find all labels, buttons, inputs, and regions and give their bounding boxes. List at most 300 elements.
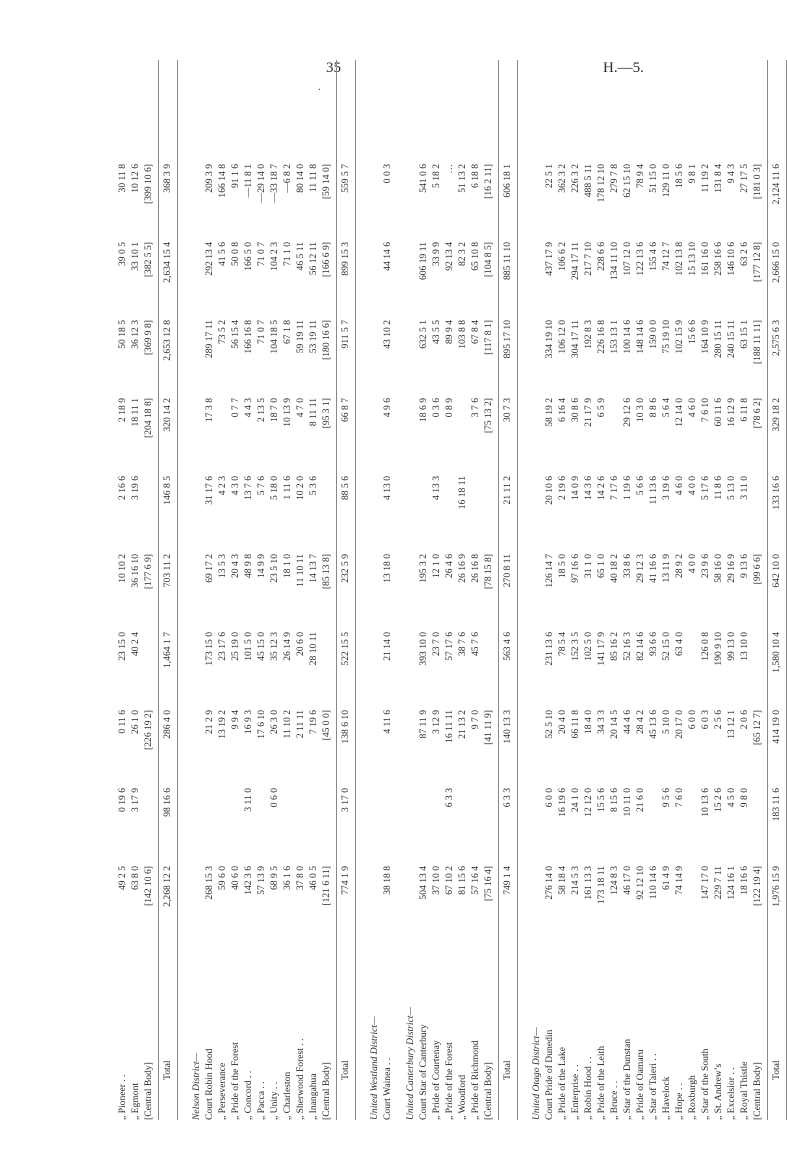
table-cell: [399 10 6] bbox=[143, 164, 154, 204]
table-cell: 289 17 11 bbox=[204, 320, 215, 359]
table-cell: [95 3 1] bbox=[321, 398, 332, 429]
table-row bbox=[229, 60, 242, 1120]
row-label: „ Pride of the Leith bbox=[596, 1045, 607, 1120]
table-cell: 0 8 9 bbox=[444, 398, 455, 418]
table-cell: 15 5 6 bbox=[596, 788, 607, 812]
row-label: Court Robin Hood bbox=[204, 1048, 215, 1120]
table-cell: 134 11 10 bbox=[609, 242, 620, 281]
table-cell: 100 14 6 bbox=[622, 320, 633, 354]
table-cell: 5 6 6 bbox=[635, 476, 646, 496]
table-cell: 102 13 8 bbox=[674, 242, 685, 276]
table-cell: 14 9 9 bbox=[256, 554, 267, 578]
table-cell: 155 4 6 bbox=[648, 242, 659, 271]
table-cell: 45 7 6 bbox=[470, 632, 481, 656]
table-cell: 0 19 6 bbox=[117, 788, 128, 812]
table-cell: 82 14 6 bbox=[635, 632, 646, 661]
table-cell: 161 16 0 bbox=[700, 242, 711, 276]
row-label: „ Pride of Richmond bbox=[470, 1040, 481, 1120]
table-cell: 9 4 3 bbox=[726, 164, 737, 184]
table-cell: 30 8 6 bbox=[570, 398, 581, 422]
table-cell: 51 15 0 bbox=[648, 164, 659, 193]
table-cell: 240 15 11 bbox=[726, 320, 737, 359]
row-label: „ Pride of the Forest bbox=[444, 1042, 455, 1120]
divider bbox=[498, 60, 499, 1120]
table-cell: 0 3 6 bbox=[431, 398, 442, 418]
table-cell: 52 16 3 bbox=[622, 632, 633, 661]
table-cell: 30 7 3 bbox=[502, 398, 513, 422]
table-cell: 749 1 4 bbox=[502, 866, 513, 895]
table-cell: 6 3 3 bbox=[502, 788, 513, 808]
table-row bbox=[469, 60, 482, 1120]
table-cell: 63 8 0 bbox=[130, 866, 141, 890]
table-cell: 4 4 3 bbox=[243, 398, 254, 418]
table-cell: [142 10 6] bbox=[143, 866, 154, 906]
row-label: [Central Body] bbox=[752, 1062, 763, 1120]
table-row bbox=[430, 60, 443, 1120]
row-label: Nelson District— bbox=[191, 1053, 202, 1120]
table-cell: [75 13 2] bbox=[483, 398, 494, 434]
table-cell: [85 13 8] bbox=[321, 554, 332, 590]
row-label: „ Hope . . bbox=[674, 1082, 685, 1120]
table-cell: 5 17 6 bbox=[700, 476, 711, 500]
row-label: „ St. Andrew’s bbox=[713, 1063, 724, 1120]
table-cell: 6 0 0 bbox=[687, 710, 698, 730]
table-cell: 4 11 6 bbox=[382, 710, 393, 734]
table-cell: 6 11 8 bbox=[739, 398, 750, 422]
table-cell: 3 11 0 bbox=[243, 788, 254, 812]
divider bbox=[517, 60, 518, 1120]
table-cell: 50 0 8 bbox=[230, 242, 241, 266]
table-cell: 885 11 10 bbox=[502, 242, 513, 281]
row-label: „ Pioneer . . bbox=[117, 1074, 128, 1120]
divider bbox=[336, 60, 337, 1120]
table-cell: 15 6 6 bbox=[687, 320, 698, 344]
table-cell: 304 17 11 bbox=[570, 320, 581, 359]
row-label: „ Enterprise . . bbox=[570, 1064, 581, 1120]
table-cell: 437 17 9 bbox=[544, 242, 555, 276]
table-cell: 65 1 0 bbox=[596, 554, 607, 578]
row-label: „ Royal Thistle bbox=[739, 1061, 750, 1120]
table-cell: 23 5 10 bbox=[269, 554, 280, 583]
divider bbox=[177, 60, 178, 1120]
table-cell: 7 6 10 bbox=[700, 398, 711, 422]
table-cell: 4 0 0 bbox=[687, 476, 698, 496]
table-cell: 23 7 0 bbox=[431, 632, 442, 656]
table-cell: 10 13 9 bbox=[282, 398, 293, 427]
table-cell: 85 16 2 bbox=[609, 632, 620, 661]
table-cell: 92 13 4 bbox=[444, 242, 455, 271]
table-cell: 45 15 0 bbox=[256, 632, 267, 661]
table-cell: 26 14 9 bbox=[282, 632, 293, 661]
table-cell: 6 0 3 bbox=[700, 710, 711, 730]
total-row bbox=[501, 60, 514, 1120]
table-cell: [59 14 0] bbox=[321, 164, 332, 200]
table-cell: 124 16 1 bbox=[726, 866, 737, 900]
row-label: „ Perseverance bbox=[217, 1062, 228, 1120]
table-cell: 46 0 5 bbox=[308, 866, 319, 890]
table-cell: 5 18 2 bbox=[431, 164, 442, 188]
section-heading bbox=[190, 60, 203, 1120]
table-row bbox=[543, 60, 556, 1120]
table-row bbox=[608, 60, 621, 1120]
table-cell: 5 6 4 bbox=[661, 398, 672, 418]
table-cell: 59 19 11 bbox=[295, 320, 306, 354]
table-cell: 103 8 8 bbox=[457, 320, 468, 349]
table-cell: 107 12 0 bbox=[622, 242, 633, 276]
table-cell: 82 3 2 bbox=[457, 242, 468, 266]
table-cell: 21 14 0 bbox=[382, 632, 393, 661]
table-cell: 36 16 10 bbox=[130, 554, 141, 588]
table-cell: 911 5 7 bbox=[340, 320, 351, 349]
table-cell: 52 5 10 bbox=[544, 710, 555, 739]
row-label: United Canterbury District— bbox=[405, 1007, 416, 1120]
row-label: „ Havelock bbox=[661, 1076, 672, 1120]
table-cell: 3 19 6 bbox=[661, 476, 672, 500]
table-cell: 66 8 7 bbox=[340, 398, 351, 422]
page-number: 35 bbox=[326, 60, 341, 76]
table-cell: 1 19 6 bbox=[622, 476, 633, 500]
table-cell: 0 6 0 bbox=[269, 788, 280, 808]
table-cell: 3 11 0 bbox=[739, 476, 750, 500]
table-cell: 1 11 6 bbox=[282, 476, 293, 500]
table-cell: 14 13 7 bbox=[308, 554, 319, 583]
table-cell: 703 11 2 bbox=[162, 554, 173, 588]
table-cell: 4 9 6 bbox=[382, 398, 393, 418]
section-heading bbox=[368, 60, 381, 1120]
table-cell: 16 19 6 bbox=[557, 788, 568, 817]
table-cell: —11 8 1 bbox=[243, 164, 254, 198]
table-cell: 20 6 0 bbox=[295, 632, 306, 656]
table-cell: [78 15 8] bbox=[483, 554, 494, 590]
table-cell: 69 17 2 bbox=[204, 554, 215, 583]
table-cell: 92 12 10 bbox=[635, 866, 646, 900]
table-row bbox=[738, 60, 751, 1120]
table-cell: 2 5 6 bbox=[713, 710, 724, 730]
table-cell: 62 15 10 bbox=[622, 164, 633, 198]
table-cell: 20 14 5 bbox=[609, 710, 620, 739]
table-cell: 2 0 6 bbox=[739, 710, 750, 730]
table-cell: 61 4 9 bbox=[661, 866, 672, 890]
table-row bbox=[268, 60, 281, 1120]
table-cell: 71 0 7 bbox=[256, 242, 267, 266]
table-cell: [177 6 9] bbox=[143, 554, 154, 590]
table-cell: 18 1 0 bbox=[282, 554, 293, 578]
table-cell: 78 9 4 bbox=[635, 164, 646, 188]
table-cell: 58 19 2 bbox=[544, 398, 555, 427]
row-label: „ Star of the South bbox=[700, 1048, 711, 1120]
table-cell: 17 6 10 bbox=[256, 710, 267, 739]
table-row bbox=[686, 60, 699, 1120]
table-cell: 10 11 0 bbox=[622, 788, 633, 817]
table-cell: [382 5 5] bbox=[143, 242, 154, 278]
table-cell: [117 8 1] bbox=[483, 320, 494, 355]
table-cell: 232 5 9 bbox=[340, 554, 351, 583]
row-label: Total bbox=[340, 1060, 351, 1080]
table-cell: 4 13 0 bbox=[382, 476, 393, 500]
table-cell: 18 5 0 bbox=[557, 554, 568, 578]
divider bbox=[767, 60, 768, 1120]
table-row bbox=[582, 60, 595, 1120]
table-cell: 9 7 0 bbox=[470, 710, 481, 730]
total-row bbox=[339, 60, 352, 1120]
table-cell: 5 3 6 bbox=[308, 476, 319, 496]
table-cell: 16 18 11 bbox=[457, 476, 468, 510]
table-cell: 2 13 5 bbox=[256, 398, 267, 422]
table-cell: 30 11 8 bbox=[117, 164, 128, 193]
total-row bbox=[161, 60, 174, 1120]
row-label: [Central Body] bbox=[483, 1062, 494, 1120]
table-cell: 178 12 10 bbox=[596, 164, 607, 203]
row-label: [Central Body] bbox=[143, 1062, 154, 1120]
table-cell: 606 19 11 bbox=[418, 242, 429, 281]
table-cell: 6 0 0 bbox=[544, 788, 555, 808]
table-cell: 99 13 0 bbox=[726, 632, 737, 661]
table-cell: 21 17 9 bbox=[583, 398, 594, 427]
row-label: „ Pacca . . bbox=[256, 1081, 267, 1120]
table-cell: 8 8 6 bbox=[648, 398, 659, 418]
table-cell: 1,976 15 9 bbox=[771, 866, 782, 907]
table-cell: 368 3 9 bbox=[162, 164, 173, 193]
table-cell: 268 15 3 bbox=[204, 866, 215, 900]
table-row bbox=[294, 60, 307, 1120]
row-label: [Central Body] bbox=[321, 1062, 332, 1120]
row-label: United Westland District— bbox=[369, 1016, 380, 1120]
table-cell: 67 8 4 bbox=[470, 320, 481, 344]
table-cell: 124 8 3 bbox=[609, 866, 620, 895]
table-cell: 31 1 0 bbox=[583, 554, 594, 578]
table-cell: 40 6 0 bbox=[230, 866, 241, 890]
table-cell: 228 6 6 bbox=[596, 242, 607, 271]
table-cell: 231 13 6 bbox=[544, 632, 555, 666]
table-cell: [65 12 7] bbox=[752, 710, 763, 746]
table-row bbox=[673, 60, 686, 1120]
table-cell: 26 1 0 bbox=[130, 710, 141, 734]
table-cell: 126 14 7 bbox=[544, 554, 555, 588]
table-cell: 141 17 9 bbox=[596, 632, 607, 666]
table-cell: 4 0 0 bbox=[687, 554, 698, 574]
table-cell: 10 3 0 bbox=[635, 398, 646, 422]
table-cell: 20 4 3 bbox=[230, 554, 241, 578]
table-cell: 17 3 8 bbox=[204, 398, 215, 422]
table-cell: 6 5 9 bbox=[596, 398, 607, 418]
table-cell: 3 7 6 bbox=[470, 398, 481, 418]
table-cell: 4 6 0 bbox=[687, 398, 698, 418]
table-cell: 33 9 9 bbox=[431, 242, 442, 266]
table-cell: 13 12 1 bbox=[726, 710, 737, 739]
table-cell: 40 18 2 bbox=[609, 554, 620, 583]
table-row bbox=[381, 60, 394, 1120]
table-cell: 192 8 3 bbox=[583, 320, 594, 349]
table-cell: 8 15 6 bbox=[609, 788, 620, 812]
table-cell: 13 5 3 bbox=[217, 554, 228, 578]
table-cell: 46 17 0 bbox=[622, 866, 633, 895]
table-cell: 26 4 6 bbox=[444, 554, 455, 578]
table-cell: 12 14 0 bbox=[674, 398, 685, 427]
table-cell: 183 11 6 bbox=[771, 788, 782, 822]
table-cell: [45 0 0] bbox=[321, 710, 332, 741]
table-cell: 190 9 10 bbox=[713, 632, 724, 666]
table-cell: 18 6 9 bbox=[418, 398, 429, 422]
table-cell: 10 13 6 bbox=[700, 788, 711, 817]
table-cell: 504 13 4 bbox=[418, 866, 429, 900]
row-label: „ Woodford bbox=[457, 1074, 468, 1120]
table-cell: [104 8 5] bbox=[483, 242, 494, 278]
table-cell: 20 10 6 bbox=[544, 476, 555, 505]
table-cell: 294 17 11 bbox=[570, 242, 581, 281]
table-cell: 258 16 6 bbox=[713, 242, 724, 276]
table-row bbox=[203, 60, 216, 1120]
table-cell: 41 5 6 bbox=[217, 242, 228, 266]
table-cell: 148 14 6 bbox=[635, 320, 646, 354]
table-cell: [181 0 3] bbox=[752, 164, 763, 200]
table-cell: 2 11 11 bbox=[295, 710, 306, 739]
table-cell: 606 18 1 bbox=[502, 164, 513, 198]
table-row bbox=[569, 60, 582, 1120]
row-label: „ Pride of the Forest bbox=[230, 1042, 241, 1120]
table-cell: 41 16 6 bbox=[648, 554, 659, 583]
table-cell: 33 8 6 bbox=[622, 554, 633, 578]
table-cell: 63 15 1 bbox=[739, 320, 750, 349]
page-dot: . bbox=[318, 82, 321, 93]
table-cell: 18 11 1 bbox=[130, 398, 141, 427]
row-label: Total bbox=[502, 1060, 513, 1080]
table-cell: 4 13 3 bbox=[431, 476, 442, 500]
table-cell: 279 7 8 bbox=[609, 164, 620, 193]
table-row bbox=[443, 60, 456, 1120]
table-cell: 71 0 7 bbox=[256, 320, 267, 344]
table-cell: 102 15 9 bbox=[674, 320, 685, 354]
table-cell: 18 4 0 bbox=[583, 710, 594, 734]
row-label: „ Charleston bbox=[282, 1071, 293, 1120]
table-cell: 97 16 6 bbox=[570, 554, 581, 583]
table-cell: 28 4 2 bbox=[635, 710, 646, 734]
table-cell: 14 2 6 bbox=[596, 476, 607, 500]
table-cell: 18 16 6 bbox=[739, 866, 750, 895]
table-cell: 2,666 15 0 bbox=[771, 242, 782, 283]
divider bbox=[158, 60, 159, 1120]
row-label: „ Inangahua bbox=[308, 1073, 319, 1120]
table-cell: 131 8 4 bbox=[713, 164, 724, 193]
table-cell: 34 3 3 bbox=[596, 710, 607, 734]
table-row bbox=[556, 60, 569, 1120]
table-cell: 89 9 4 bbox=[444, 320, 455, 344]
page-reference: H.—5. bbox=[603, 60, 644, 76]
table-cell: 142 3 6 bbox=[243, 866, 254, 895]
row-label: Total bbox=[771, 1060, 782, 1080]
row-label: United Otago District— bbox=[531, 1027, 542, 1120]
table-cell: 2 18 9 bbox=[117, 398, 128, 422]
table-cell: 0 11 6 bbox=[117, 710, 128, 734]
table-cell: 2,268 12 2 bbox=[162, 866, 173, 907]
table-cell: 122 13 6 bbox=[635, 242, 646, 276]
table-cell: 67 10 2 bbox=[444, 866, 455, 895]
table-cell: 44 4 6 bbox=[622, 710, 633, 734]
table-cell: 774 1 9 bbox=[340, 866, 351, 895]
table-cell: 31 17 6 bbox=[204, 476, 215, 505]
table-cell: 166 16 8 bbox=[243, 320, 254, 354]
table-cell: 37 10 0 bbox=[431, 866, 442, 895]
table-cell: 899 15 3 bbox=[340, 242, 351, 276]
table-row bbox=[216, 60, 229, 1120]
table-row bbox=[595, 60, 608, 1120]
table-cell: 214 5 3 bbox=[570, 866, 581, 895]
table-cell: 9 8 1 bbox=[687, 164, 698, 184]
table-cell: 102 5 0 bbox=[583, 632, 594, 661]
row-label: „ Star of Taieri . . bbox=[648, 1053, 659, 1120]
table-cell: 37 8 0 bbox=[295, 866, 306, 890]
table-cell: 38 7 6 bbox=[457, 632, 468, 656]
table-cell: 10 10 2 bbox=[117, 554, 128, 583]
table-cell: 66 11 8 bbox=[570, 710, 581, 739]
row-label: „ Unity . . bbox=[269, 1081, 280, 1120]
row-label: Total bbox=[162, 1060, 173, 1080]
table-cell: 46 5 11 bbox=[295, 242, 306, 271]
table-cell: 21 6 0 bbox=[635, 788, 646, 812]
table-cell: 87 11 9 bbox=[418, 710, 429, 739]
table-cell: [188 11 11] bbox=[752, 320, 763, 365]
table-cell: 38 18 8 bbox=[382, 866, 393, 895]
table-cell: 13 18 0 bbox=[382, 554, 393, 583]
table-cell: 286 4 0 bbox=[162, 710, 173, 739]
table-cell: 9 8 0 bbox=[739, 788, 750, 808]
table-cell: 13 7 6 bbox=[243, 476, 254, 500]
table-cell: 7 17 6 bbox=[609, 476, 620, 500]
section-heading bbox=[530, 60, 543, 1120]
table-cell: 209 3 9 bbox=[204, 164, 215, 193]
table-cell: 164 10 9 bbox=[700, 320, 711, 354]
table-cell: 88 5 6 bbox=[340, 476, 351, 500]
table-cell: 9 13 6 bbox=[739, 554, 750, 578]
table-cell: 104 18 5 bbox=[269, 320, 280, 354]
table-cell: [177 12 8] bbox=[752, 242, 763, 282]
table-cell: 23 9 6 bbox=[700, 554, 711, 578]
table-cell: 159 0 0 bbox=[648, 320, 659, 349]
row-label: „ Egmont bbox=[130, 1082, 141, 1120]
table-cell: 166 14 8 bbox=[217, 164, 228, 198]
table-cell: 29 12 6 bbox=[622, 398, 633, 427]
table-row bbox=[242, 60, 255, 1120]
table-cell: 9 5 6 bbox=[661, 788, 672, 808]
row-label: „ Excelsior . . bbox=[726, 1067, 737, 1120]
table-row bbox=[660, 60, 673, 1120]
table-cell: 11 8 6 bbox=[713, 476, 724, 500]
table-cell: 43 10 2 bbox=[382, 320, 393, 349]
table-cell: 80 14 0 bbox=[295, 164, 306, 193]
table-cell: [41 11 9] bbox=[483, 710, 494, 745]
table-cell: 49 2 5 bbox=[117, 866, 128, 890]
table-row bbox=[307, 60, 320, 1120]
table-cell: 173 18 11 bbox=[596, 866, 607, 905]
table-cell: 522 15 5 bbox=[340, 632, 351, 666]
table-cell: 65 10 8 bbox=[470, 242, 481, 271]
table-cell: 5 13 0 bbox=[726, 476, 737, 500]
table-cell: [180 16 6] bbox=[321, 320, 332, 360]
table-cell: 161 13 3 bbox=[583, 866, 594, 900]
table-cell: 26 3 0 bbox=[269, 710, 280, 734]
table-cell: 16 11 11 bbox=[444, 710, 455, 743]
table-cell: 147 17 0 bbox=[700, 866, 711, 900]
table-cell: 10 12 6 bbox=[130, 164, 141, 193]
table-cell: 75 19 10 bbox=[661, 320, 672, 354]
table-cell: 334 19 10 bbox=[544, 320, 555, 359]
table-cell: 68 9 5 bbox=[269, 866, 280, 890]
table-cell: 2,124 11 6 bbox=[771, 164, 782, 205]
table-cell: 6 3 3 bbox=[444, 788, 455, 808]
table-cell: 18 7 0 bbox=[269, 398, 280, 422]
table-cell: 632 5 1 bbox=[418, 320, 429, 349]
table-cell: 39 0 5 bbox=[117, 242, 128, 266]
row-label: Court Wainea . . bbox=[382, 1057, 393, 1120]
